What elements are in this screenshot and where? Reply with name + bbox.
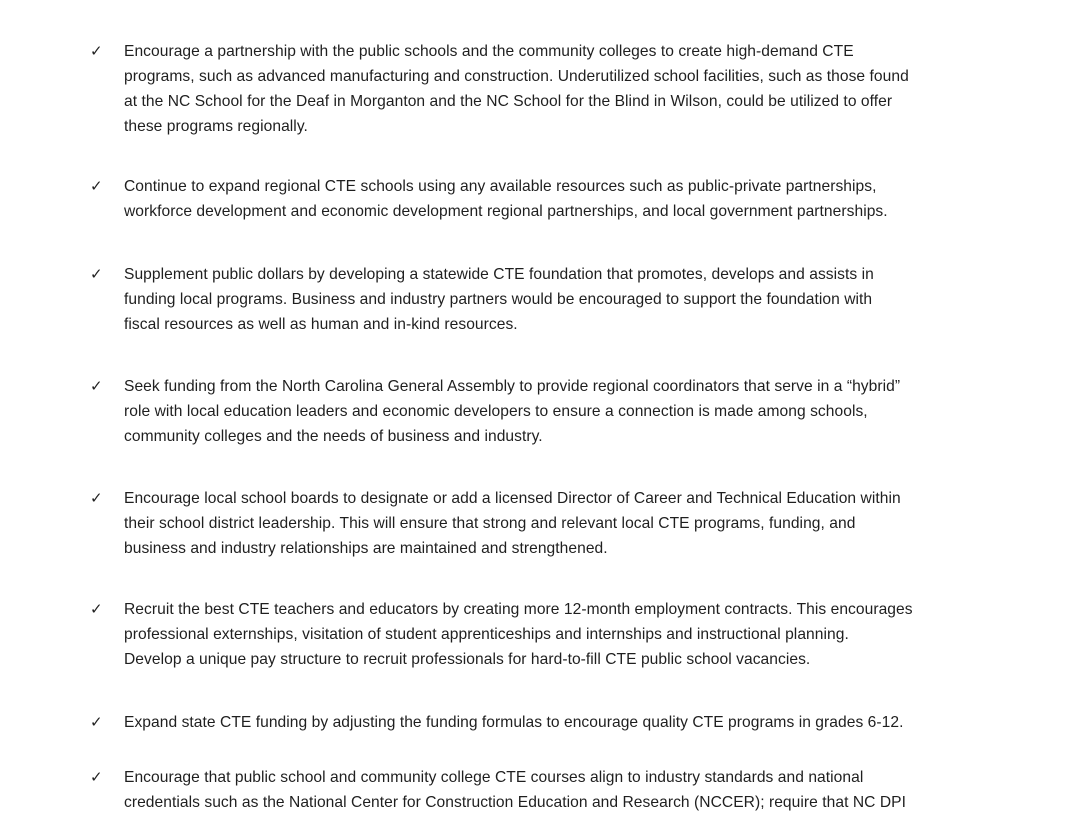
checkmark-icon: ✓ xyxy=(90,265,103,283)
checkmark-icon: ✓ xyxy=(90,713,103,731)
recommendation-text: Encourage local school boards to designate or add a licensed Director of Career and Technical Education within their school district leadership. This will ensure that strong and relevant local CTE programs, funding, and business and industry relationships are maintained and strengthened. xyxy=(124,490,901,557)
recommendation-text: Recruit the best CTE teachers and educators by creating more 12-month employment contracts. This encourages professional externships, visitation of student apprenticeships and internships and instructional planning. Develop a unique pay structure to recruit professionals for hard-to-fill CTE public school vacancies. xyxy=(124,601,913,668)
recommendation-text: Continue to expand regional CTE schools using any available resources such as public-private partnerships, workforce development and economic development regional partnerships, and local government partnerships. xyxy=(124,178,888,220)
recommendation-text: Expand state CTE funding by adjusting the funding formulas to encourage quality CTE programs in grades 6-12. xyxy=(124,714,904,731)
recommendation-text: Seek funding from the North Carolina General Assembly to provide regional coordinators that serve in a “hybrid” role with local education leaders and economic developers to ensure a connection is made among schools, community colleges and the needs of business and industry. xyxy=(124,378,901,445)
recommendation-text: Encourage that public school and community college CTE courses align to industry standards and national credentials such as the National Center for Construction Education and Research (NCCER); require that NC DPI xyxy=(124,769,906,811)
checkmark-icon: ✓ xyxy=(90,177,103,195)
recommendation-text: Encourage a partnership with the public schools and the community colleges to create high-demand CTE programs, such as advanced manufacturing and construction. Underutilized school facilities, such as those found at the NC School for the Deaf in Morganton and the NC School for the Blind in Wilson, could be utilized to offer these programs regionally. xyxy=(124,43,909,135)
checkmark-icon: ✓ xyxy=(90,42,103,60)
checkmark-icon: ✓ xyxy=(90,377,103,395)
checkmark-icon: ✓ xyxy=(90,768,103,786)
checkmark-icon: ✓ xyxy=(90,489,103,507)
checkmark-icon: ✓ xyxy=(90,600,103,618)
recommendation-text: Supplement public dollars by developing a statewide CTE foundation that promotes, develops and assists in funding local programs. Business and industry partners would be encouraged to support the foundation with fiscal resources as well as human and in-kind resources. xyxy=(124,266,874,333)
